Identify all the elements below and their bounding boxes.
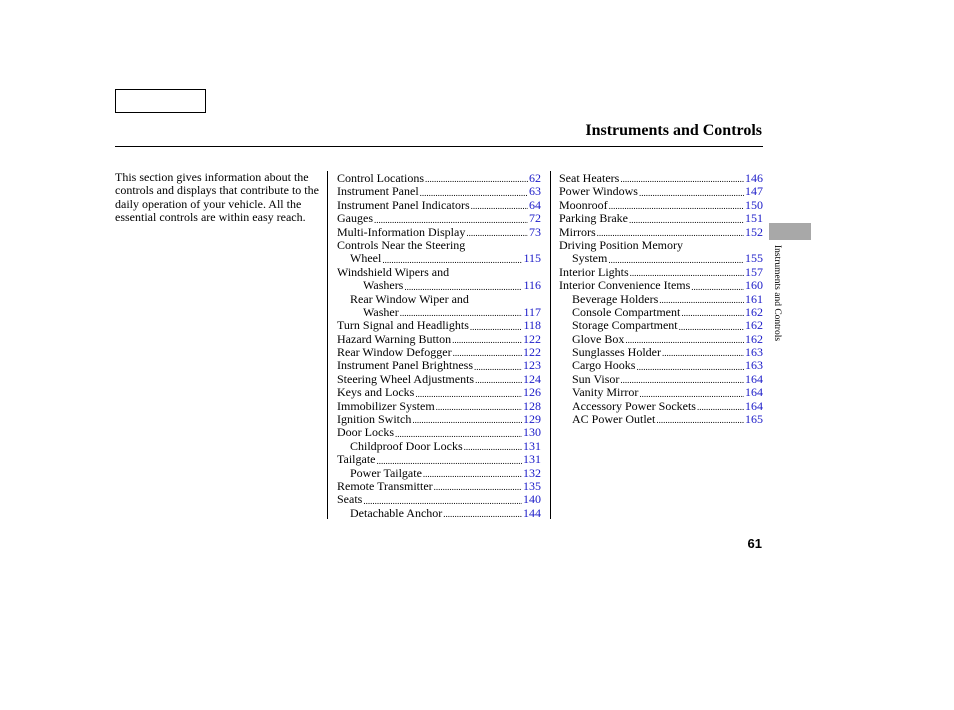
dot-leader bbox=[691, 282, 744, 293]
toc-page-link[interactable]: 162 bbox=[745, 318, 763, 333]
toc-entry bbox=[337, 266, 541, 279]
toc-entry-label: Washer bbox=[363, 304, 399, 319]
toc-page-link[interactable]: 165 bbox=[745, 412, 763, 427]
toc-entry[interactable] bbox=[559, 172, 763, 185]
header-box bbox=[115, 89, 206, 113]
toc-entry-label: Rear Window Wiper and bbox=[350, 291, 469, 306]
toc-entry-label: Keys and Locks bbox=[337, 385, 415, 400]
toc-entry[interactable] bbox=[337, 453, 541, 466]
toc-page-link[interactable]: 157 bbox=[745, 264, 763, 279]
toc-page-link[interactable]: 163 bbox=[745, 358, 763, 373]
toc-entry-label: Steering Wheel Adjustments bbox=[337, 371, 475, 386]
toc-page-link[interactable]: 126 bbox=[523, 385, 541, 400]
toc-entry-label: Hazard Warning Button bbox=[337, 331, 452, 346]
toc-entry-label: Beverage Holders bbox=[572, 291, 659, 306]
toc-entry-label: Power Tailgate bbox=[350, 465, 422, 480]
toc-column-1 bbox=[337, 172, 541, 520]
toc-entry[interactable] bbox=[337, 373, 541, 386]
toc-entry[interactable] bbox=[559, 319, 763, 332]
toc-entry[interactable] bbox=[337, 306, 541, 319]
toc-entry bbox=[337, 293, 541, 306]
toc-entry-label: Remote Transmitter bbox=[337, 478, 433, 493]
dot-leader bbox=[656, 415, 744, 426]
toc-page-link[interactable]: 122 bbox=[523, 331, 541, 346]
toc-entry[interactable] bbox=[337, 493, 541, 506]
dot-leader bbox=[466, 228, 528, 239]
toc-entry[interactable] bbox=[337, 172, 541, 185]
dot-leader bbox=[475, 375, 522, 386]
toc-entry[interactable] bbox=[559, 413, 763, 426]
toc-page-link[interactable]: 129 bbox=[523, 412, 541, 427]
toc-page-link[interactable]: 144 bbox=[523, 505, 541, 520]
dot-leader bbox=[415, 389, 522, 400]
toc-entry[interactable] bbox=[337, 199, 541, 212]
toc-entry[interactable] bbox=[559, 185, 763, 198]
toc-entry[interactable] bbox=[559, 199, 763, 212]
toc-page-link[interactable]: 164 bbox=[745, 371, 763, 386]
toc-page-link[interactable]: 128 bbox=[523, 398, 541, 413]
toc-page-link[interactable]: 160 bbox=[745, 278, 763, 293]
toc-page-link[interactable]: 151 bbox=[745, 211, 763, 226]
dot-leader bbox=[376, 456, 522, 467]
toc-page-link[interactable]: 73 bbox=[529, 224, 541, 239]
toc-page-link[interactable]: 152 bbox=[745, 224, 763, 239]
dot-leader bbox=[452, 335, 522, 346]
side-label-text: Instruments and Controls bbox=[772, 245, 782, 342]
dot-leader bbox=[620, 375, 744, 386]
column-divider bbox=[327, 171, 328, 519]
toc-page-link[interactable]: 63 bbox=[529, 184, 541, 199]
toc-entry[interactable] bbox=[337, 185, 541, 198]
toc-entry-label: Turn Signal and Headlights bbox=[337, 318, 469, 333]
toc-page-link[interactable]: 123 bbox=[523, 358, 541, 373]
toc-entry[interactable] bbox=[559, 266, 763, 279]
toc-page-link[interactable]: 155 bbox=[745, 251, 763, 266]
toc-page-link[interactable]: 161 bbox=[745, 291, 763, 306]
dot-leader bbox=[636, 362, 744, 373]
dot-leader bbox=[464, 442, 522, 453]
toc-entry bbox=[337, 239, 541, 252]
toc-entry-label: Tailgate bbox=[337, 452, 376, 467]
dot-leader bbox=[662, 348, 744, 359]
toc-page-link[interactable]: 162 bbox=[745, 304, 763, 319]
toc-page-link[interactable]: 147 bbox=[745, 184, 763, 199]
toc-entry[interactable] bbox=[337, 319, 541, 332]
toc-entry-label: Rear Window Defogger bbox=[337, 345, 452, 360]
toc-entry-label: Gauges bbox=[337, 211, 373, 226]
toc-page-link[interactable]: 115 bbox=[523, 251, 541, 266]
toc-entry[interactable] bbox=[559, 346, 763, 359]
toc-entry-label: Sunglasses Holder bbox=[572, 345, 661, 360]
toc-entry[interactable] bbox=[337, 359, 541, 372]
toc-column-2 bbox=[559, 172, 763, 426]
toc-page-link[interactable]: 116 bbox=[523, 278, 541, 293]
page-number: 61 bbox=[747, 536, 762, 551]
toc-page-link[interactable]: 132 bbox=[523, 465, 541, 480]
dot-leader bbox=[374, 215, 528, 226]
dot-leader bbox=[639, 389, 744, 400]
toc-entry[interactable] bbox=[559, 212, 763, 225]
toc-page-link[interactable]: 72 bbox=[529, 211, 541, 226]
toc-entry-label: Console Compartment bbox=[572, 304, 681, 319]
dot-leader bbox=[443, 509, 522, 520]
toc-entry[interactable] bbox=[559, 279, 763, 292]
toc-entry[interactable] bbox=[337, 480, 541, 493]
toc-page-link[interactable]: 118 bbox=[523, 318, 541, 333]
column-divider bbox=[550, 171, 551, 519]
intro-paragraph: This section gives information about the controls and displays that contribute to the daily operation of your vehicle. All the essential controls are within easy reach. bbox=[115, 170, 319, 225]
section-tab bbox=[769, 223, 811, 240]
toc-page-link[interactable]: 135 bbox=[523, 478, 541, 493]
toc-entry-label: Vanity Mirror bbox=[572, 385, 639, 400]
toc-page-link[interactable]: 131 bbox=[523, 438, 541, 453]
toc-entry-label: Washers bbox=[363, 278, 404, 293]
toc-page-link[interactable]: 130 bbox=[523, 425, 541, 440]
toc-entry[interactable] bbox=[337, 400, 541, 413]
toc-entry-label: Windshield Wipers and bbox=[337, 264, 450, 279]
toc-page-link[interactable]: 146 bbox=[745, 170, 763, 185]
toc-page-link[interactable]: 162 bbox=[745, 331, 763, 346]
toc-entry-label: Multi-Information Display bbox=[337, 224, 466, 239]
toc-page-link[interactable]: 64 bbox=[529, 197, 541, 212]
dot-leader bbox=[470, 322, 523, 333]
toc-page-link[interactable]: 131 bbox=[523, 452, 541, 467]
toc-entry[interactable] bbox=[337, 252, 541, 265]
toc-page-link[interactable]: 150 bbox=[745, 197, 763, 212]
side-label bbox=[769, 245, 785, 375]
toc-entry[interactable] bbox=[337, 279, 541, 292]
dot-leader bbox=[639, 188, 744, 199]
toc-page-link[interactable]: 140 bbox=[523, 492, 541, 507]
toc-entry-label: Seat Heaters bbox=[559, 170, 620, 185]
toc-entry[interactable] bbox=[337, 426, 541, 439]
toc-entry-label: Parking Brake bbox=[559, 211, 628, 226]
toc-page-link[interactable]: 117 bbox=[523, 304, 541, 319]
dot-leader bbox=[471, 201, 528, 212]
toc-page-link[interactable]: 122 bbox=[523, 345, 541, 360]
toc-entry-label: Instrument Panel bbox=[337, 184, 419, 199]
dot-leader bbox=[474, 362, 522, 373]
toc-entry[interactable] bbox=[559, 333, 763, 346]
toc-entry-label: Sun Visor bbox=[572, 371, 620, 386]
toc-entry-label: Instrument Panel Indicators bbox=[337, 197, 470, 212]
toc-entry-label: Interior Convenience Items bbox=[559, 278, 691, 293]
toc-entry-label: Storage Compartment bbox=[572, 318, 678, 333]
toc-entry[interactable] bbox=[559, 386, 763, 399]
dot-leader bbox=[679, 322, 744, 333]
dot-leader bbox=[412, 415, 522, 426]
toc-entry[interactable] bbox=[559, 373, 763, 386]
toc-entry[interactable] bbox=[559, 293, 763, 306]
toc-entry-label: Driving Position Memory bbox=[559, 237, 684, 252]
toc-entry[interactable] bbox=[559, 226, 763, 239]
dot-leader bbox=[425, 174, 528, 185]
dot-leader bbox=[629, 215, 744, 226]
toc-entry[interactable] bbox=[337, 467, 541, 480]
toc-entry-label: Immobilizer System bbox=[337, 398, 435, 413]
toc-page-link[interactable]: 164 bbox=[745, 385, 763, 400]
toc-entry[interactable] bbox=[337, 507, 541, 520]
toc-entry-label: Wheel bbox=[350, 251, 382, 266]
title-rule bbox=[115, 146, 763, 147]
toc-entry-label: Interior Lights bbox=[559, 264, 629, 279]
toc-entry-label: Ignition Switch bbox=[337, 412, 412, 427]
toc-entry-label: Moonroof bbox=[559, 197, 608, 212]
toc-entry-label: Accessory Power Sockets bbox=[572, 398, 696, 413]
toc-entry-label: Controls Near the Steering bbox=[337, 237, 466, 252]
toc-entry[interactable] bbox=[559, 400, 763, 413]
toc-entry-label: Mirrors bbox=[559, 224, 596, 239]
toc-entry-label: Seats bbox=[337, 492, 363, 507]
dot-leader bbox=[436, 402, 522, 413]
toc-page-link[interactable]: 163 bbox=[745, 345, 763, 360]
dot-leader bbox=[609, 201, 744, 212]
toc-entry[interactable] bbox=[337, 440, 541, 453]
toc-entry-label: AC Power Outlet bbox=[572, 412, 656, 427]
toc-entry-label: Power Windows bbox=[559, 184, 638, 199]
toc-entry[interactable] bbox=[337, 226, 541, 239]
dot-leader bbox=[404, 282, 522, 293]
toc-entry-label: Control Locations bbox=[337, 170, 424, 185]
dot-leader bbox=[697, 402, 744, 413]
toc-entry-label: Childproof Door Locks bbox=[350, 438, 463, 453]
toc-entry-label: Instrument Panel Brightness bbox=[337, 358, 473, 373]
toc-entry[interactable] bbox=[337, 346, 541, 359]
toc-entry-label: Glove Box bbox=[572, 331, 625, 346]
toc-entry-label: Cargo Hooks bbox=[572, 358, 636, 373]
toc-entry[interactable] bbox=[559, 306, 763, 319]
toc-entry[interactable] bbox=[337, 212, 541, 225]
page-title: Instruments and Controls bbox=[585, 122, 762, 139]
toc-page-link[interactable]: 62 bbox=[529, 170, 541, 185]
toc-page-link[interactable]: 164 bbox=[745, 398, 763, 413]
dot-leader bbox=[423, 469, 522, 480]
toc-entry[interactable] bbox=[559, 252, 763, 265]
toc-entry bbox=[559, 239, 763, 252]
toc-entry[interactable] bbox=[337, 413, 541, 426]
toc-entry[interactable] bbox=[559, 359, 763, 372]
toc-page-link[interactable]: 124 bbox=[523, 371, 541, 386]
dot-leader bbox=[434, 482, 522, 493]
toc-entry-label: Detachable Anchor bbox=[350, 505, 443, 520]
toc-entry-label: System bbox=[572, 251, 608, 266]
toc-entry-label: Door Locks bbox=[337, 425, 394, 440]
dot-leader bbox=[681, 308, 744, 319]
toc-entry[interactable] bbox=[337, 386, 541, 399]
dot-leader bbox=[620, 174, 744, 185]
toc-entry[interactable] bbox=[337, 333, 541, 346]
